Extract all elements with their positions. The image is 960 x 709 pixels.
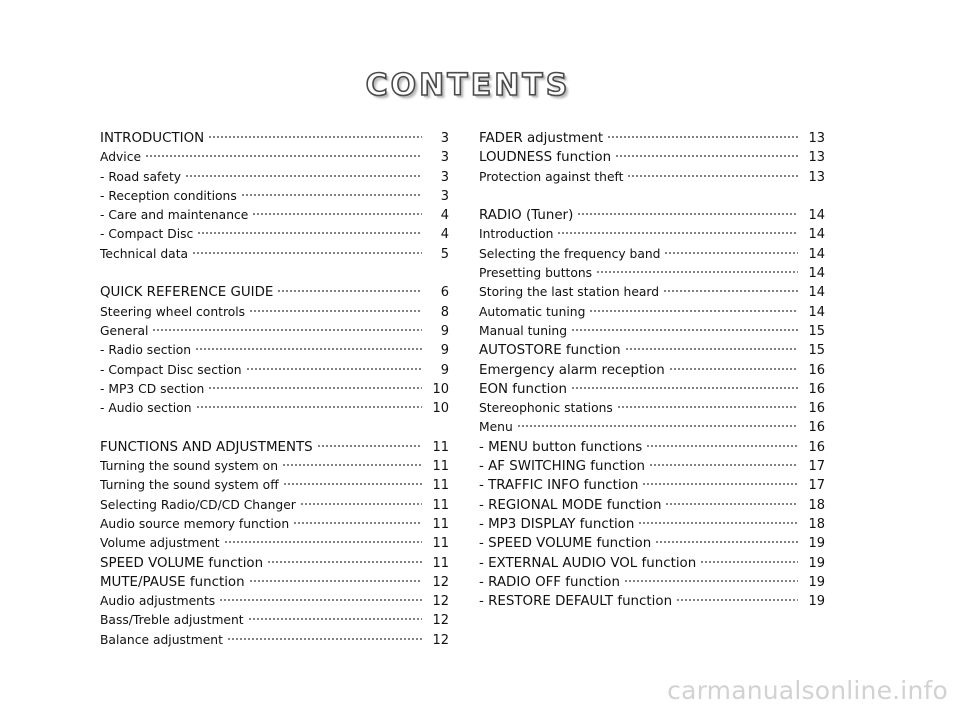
toc-entry[interactable] bbox=[479, 225, 825, 244]
toc-entry-page-number: 4 bbox=[440, 208, 449, 224]
dot-leader bbox=[224, 540, 422, 544]
toc-entry[interactable] bbox=[479, 573, 825, 592]
dot-leader bbox=[196, 405, 423, 409]
toc-entry-label: Manual tuning bbox=[479, 323, 568, 338]
toc-entry-label: Introduction bbox=[479, 227, 554, 242]
toc-entry-page-number: 10 bbox=[432, 401, 449, 417]
toc-entry-label: - Compact Disc section bbox=[100, 362, 242, 377]
toc-entry-page-number: 14 bbox=[808, 246, 825, 262]
toc-entry[interactable] bbox=[479, 515, 825, 534]
page-title: CONTENTS bbox=[365, 68, 571, 103]
toc-right-column bbox=[479, 129, 825, 611]
toc-entry[interactable] bbox=[100, 438, 449, 457]
dot-leader bbox=[192, 251, 422, 255]
toc-entry[interactable] bbox=[479, 554, 825, 573]
toc-entry-page-number: 16 bbox=[808, 401, 825, 417]
toc-entry[interactable] bbox=[479, 534, 825, 553]
toc-entry-label: Turning the sound system off bbox=[100, 478, 279, 493]
dot-leader bbox=[283, 482, 422, 486]
dot-leader bbox=[646, 444, 798, 448]
toc-entry[interactable] bbox=[479, 129, 825, 148]
dot-leader bbox=[596, 270, 798, 274]
toc-entry-page-number: 14 bbox=[808, 227, 825, 243]
toc-entry-label: INTRODUCTION bbox=[100, 131, 205, 146]
toc-entry-page-number: 16 bbox=[808, 381, 825, 397]
toc-entry-page-number: 12 bbox=[432, 632, 449, 648]
toc-entry-label: - Care and maintenance bbox=[100, 208, 249, 223]
toc-entry[interactable] bbox=[100, 380, 449, 399]
toc-entry[interactable] bbox=[100, 631, 449, 650]
toc-entry-label: FADER adjustment bbox=[479, 131, 604, 146]
toc-entry[interactable] bbox=[100, 611, 449, 630]
toc-entry-page-number: 6 bbox=[440, 285, 449, 301]
toc-entry[interactable] bbox=[100, 457, 449, 476]
toc-entry-label: Turning the sound system on bbox=[100, 459, 278, 474]
dot-leader bbox=[208, 386, 422, 390]
toc-entry[interactable] bbox=[479, 361, 825, 380]
dot-leader bbox=[571, 328, 798, 332]
toc-entry[interactable] bbox=[100, 554, 449, 573]
toc-entry-page-number: 10 bbox=[432, 381, 449, 397]
toc-entry-page-number: 19 bbox=[808, 555, 825, 571]
toc-entry-page-number: 3 bbox=[440, 150, 449, 166]
toc-entry-page-number: 11 bbox=[432, 497, 449, 513]
dot-leader bbox=[317, 444, 422, 448]
toc-entry[interactable] bbox=[479, 148, 825, 167]
toc-entry-page-number: 12 bbox=[432, 613, 449, 629]
toc-entry-page-number: 12 bbox=[432, 594, 449, 610]
dot-leader bbox=[282, 463, 422, 467]
toc-entry-page-number: 9 bbox=[440, 362, 449, 378]
dot-leader bbox=[664, 251, 798, 255]
toc-entry[interactable] bbox=[479, 283, 825, 302]
toc-entry-page-number: 16 bbox=[808, 439, 825, 455]
toc-entry-label: - MP3 CD section bbox=[100, 381, 205, 396]
toc-entry-page-number: 3 bbox=[440, 169, 449, 185]
dot-leader bbox=[577, 212, 798, 216]
dot-leader bbox=[246, 367, 422, 371]
toc-entry-page-number: 17 bbox=[808, 459, 825, 475]
toc-entry[interactable] bbox=[100, 225, 449, 244]
toc-entry-page-number: 3 bbox=[440, 131, 449, 146]
toc-entry[interactable] bbox=[479, 245, 825, 264]
toc-entry[interactable] bbox=[100, 322, 449, 341]
toc-entry-page-number: 11 bbox=[432, 536, 449, 552]
toc-entry[interactable] bbox=[479, 168, 825, 187]
dot-leader bbox=[642, 482, 798, 486]
toc-spacer bbox=[100, 418, 449, 437]
toc-spacer bbox=[100, 264, 449, 283]
toc-entry-label: - Radio section bbox=[100, 343, 192, 358]
toc-spacer bbox=[479, 187, 825, 206]
toc-entry-label: Presetting buttons bbox=[479, 266, 593, 281]
toc-entry-label: - MP3 DISPLAY function bbox=[479, 516, 635, 532]
toc-entry[interactable] bbox=[100, 303, 449, 322]
toc-entry-label: Balance adjustment bbox=[100, 632, 223, 647]
toc-entry-label: Bass/Treble adjustment bbox=[100, 613, 244, 628]
toc-entry-page-number: 19 bbox=[808, 574, 825, 590]
toc-entry-page-number: 12 bbox=[432, 574, 449, 590]
toc-entry-label: Stereophonic stations bbox=[479, 401, 613, 416]
toc-left-column bbox=[100, 129, 449, 650]
toc-entry[interactable] bbox=[100, 129, 449, 148]
dot-leader bbox=[227, 637, 422, 641]
toc-entry[interactable] bbox=[100, 245, 449, 264]
toc-entry-label: LOUDNESS function bbox=[479, 150, 612, 166]
toc-entry[interactable] bbox=[100, 283, 449, 302]
toc-entry-label: - REGIONAL MODE function bbox=[479, 497, 662, 513]
dot-leader bbox=[676, 598, 798, 602]
toc-entry-page-number: 5 bbox=[440, 246, 449, 262]
toc-entry-label: Selecting the frequency band bbox=[479, 246, 661, 261]
dot-leader bbox=[145, 154, 422, 158]
toc-entry[interactable] bbox=[100, 148, 449, 167]
dot-leader bbox=[248, 617, 422, 621]
dot-leader bbox=[249, 309, 422, 313]
toc-entry-label: - Compact Disc bbox=[100, 227, 194, 242]
toc-entry[interactable] bbox=[479, 457, 825, 476]
dot-leader bbox=[557, 231, 798, 235]
toc-entry[interactable] bbox=[100, 573, 449, 592]
dot-leader bbox=[197, 231, 422, 235]
toc-entry-page-number: 15 bbox=[808, 343, 825, 359]
toc-entry[interactable] bbox=[479, 438, 825, 457]
toc-entry-page-number: 18 bbox=[808, 516, 825, 532]
toc-entry-label: Audio source memory function bbox=[100, 516, 290, 531]
toc-entry[interactable] bbox=[479, 206, 825, 225]
toc-entry-label: - Reception conditions bbox=[100, 188, 237, 203]
dot-leader bbox=[517, 424, 798, 428]
toc-entry[interactable] bbox=[100, 361, 449, 380]
dot-leader bbox=[219, 598, 422, 602]
toc-entry-page-number: 14 bbox=[808, 266, 825, 282]
toc-entry-label: Steering wheel controls bbox=[100, 304, 246, 319]
dot-leader bbox=[700, 560, 798, 564]
toc-entry-page-number: 11 bbox=[432, 516, 449, 532]
toc-entry[interactable] bbox=[100, 534, 449, 553]
dot-leader bbox=[277, 289, 422, 293]
toc-entry-label: Advice bbox=[100, 150, 142, 165]
toc-entry-page-number: 15 bbox=[808, 323, 825, 339]
toc-entry[interactable] bbox=[479, 496, 825, 515]
toc-entry[interactable] bbox=[100, 187, 449, 206]
toc-entry-page-number: 13 bbox=[808, 169, 825, 185]
dot-leader bbox=[617, 405, 798, 409]
toc-entry-page-number: 14 bbox=[808, 304, 825, 320]
toc-entry[interactable] bbox=[479, 592, 825, 611]
toc-entry[interactable] bbox=[100, 168, 449, 187]
toc-entry-page-number: 16 bbox=[808, 362, 825, 378]
toc-entry-page-number: 9 bbox=[440, 323, 449, 339]
toc-entry-label: Emergency alarm reception bbox=[479, 362, 665, 378]
toc-entry[interactable] bbox=[100, 341, 449, 360]
toc-entry-label: - MENU button functions bbox=[479, 439, 643, 455]
dot-leader bbox=[241, 193, 422, 197]
toc-entry-label: - Road safety bbox=[100, 169, 182, 184]
toc-entry-page-number: 17 bbox=[808, 478, 825, 494]
toc-entry-label: FUNCTIONS AND ADJUSTMENTS bbox=[100, 439, 313, 455]
toc-entry-label: Automatic tuning bbox=[479, 304, 586, 319]
toc-entry-label: Volume adjustment bbox=[100, 536, 220, 551]
toc-entry-label: Audio adjustments bbox=[100, 594, 216, 609]
toc-entry[interactable] bbox=[479, 380, 825, 399]
dot-leader bbox=[625, 347, 798, 351]
dot-leader bbox=[607, 135, 798, 139]
toc-entry[interactable] bbox=[100, 496, 449, 515]
toc-entry[interactable] bbox=[479, 418, 825, 437]
dot-leader bbox=[663, 289, 798, 293]
toc-entry-label: SPEED VOLUME function bbox=[100, 555, 264, 571]
dot-leader bbox=[638, 521, 798, 525]
toc-entry-label: AUTOSTORE function bbox=[479, 343, 621, 359]
toc-entry-page-number: 8 bbox=[440, 304, 449, 320]
toc-entry-page-number: 13 bbox=[808, 131, 825, 146]
dot-leader bbox=[665, 502, 798, 506]
toc-entry-page-number: 11 bbox=[432, 459, 449, 475]
toc-entry-page-number: 14 bbox=[808, 285, 825, 301]
toc-entry-page-number: 14 bbox=[808, 208, 825, 224]
dot-leader bbox=[615, 154, 798, 158]
toc-entry[interactable] bbox=[479, 476, 825, 495]
toc-entry-label: MUTE/PAUSE function bbox=[100, 574, 245, 590]
dot-leader bbox=[152, 328, 422, 332]
toc-entry[interactable] bbox=[100, 399, 449, 418]
toc-entry-label: Selecting Radio/CD/CD Changer bbox=[100, 497, 296, 512]
toc-entry-label: - Audio section bbox=[100, 401, 192, 416]
toc-entry-page-number: 19 bbox=[808, 536, 825, 552]
toc-entry[interactable] bbox=[100, 515, 449, 534]
toc-entry[interactable] bbox=[479, 303, 825, 322]
toc-entry[interactable] bbox=[479, 322, 825, 341]
toc-entry[interactable] bbox=[100, 476, 449, 495]
toc-entry-label: RADIO (Tuner) bbox=[479, 208, 574, 224]
dot-leader bbox=[185, 174, 422, 178]
toc-entry-page-number: 3 bbox=[440, 188, 449, 204]
toc-entry-page-number: 9 bbox=[440, 343, 449, 359]
dot-leader bbox=[249, 579, 422, 583]
toc-entry-page-number: 18 bbox=[808, 497, 825, 513]
toc-entry-page-number: 4 bbox=[440, 227, 449, 243]
toc-entry-label: - RESTORE DEFAULT function bbox=[479, 594, 673, 610]
toc-entry-label: Protection against theft bbox=[479, 169, 624, 184]
toc-entry-page-number: 11 bbox=[432, 478, 449, 494]
toc-entry-label: - AF SWITCHING function bbox=[479, 459, 646, 475]
toc-entry[interactable] bbox=[479, 341, 825, 360]
toc-entry-label: Technical data bbox=[100, 246, 189, 261]
dot-leader bbox=[571, 386, 798, 390]
toc-entry-page-number: 11 bbox=[432, 439, 449, 455]
dot-leader bbox=[208, 135, 422, 139]
toc-entry-page-number: 16 bbox=[808, 420, 825, 436]
toc-entry-page-number: 19 bbox=[808, 594, 825, 610]
toc-entry-label: - TRAFFIC INFO function bbox=[479, 478, 639, 494]
toc-entry-label: QUICK REFERENCE GUIDE bbox=[100, 285, 274, 301]
toc-entry-page-number: 13 bbox=[808, 150, 825, 166]
dot-leader bbox=[649, 463, 798, 467]
dot-leader bbox=[627, 174, 798, 178]
dot-leader bbox=[195, 347, 422, 351]
toc-entry-label: Menu bbox=[479, 420, 513, 435]
dot-leader bbox=[252, 212, 422, 216]
toc-entry-page-number: 11 bbox=[432, 555, 449, 571]
toc-entry[interactable] bbox=[479, 399, 825, 418]
toc-entry[interactable] bbox=[100, 592, 449, 611]
toc-entry-label: - SPEED VOLUME function bbox=[479, 536, 652, 552]
watermark-text: carmanualsonline.info bbox=[667, 676, 948, 705]
dot-leader bbox=[300, 502, 422, 506]
dot-leader bbox=[624, 579, 798, 583]
dot-leader bbox=[655, 540, 798, 544]
toc-entry-label: Storing the last station heard bbox=[479, 285, 660, 300]
toc-entry[interactable] bbox=[479, 264, 825, 283]
toc-entry[interactable] bbox=[100, 206, 449, 225]
dot-leader bbox=[669, 367, 798, 371]
dot-leader bbox=[267, 560, 422, 564]
toc-entry-label: - EXTERNAL AUDIO VOL function bbox=[479, 555, 697, 571]
toc-entry-label: EON function bbox=[479, 381, 567, 397]
toc-entry-label: General bbox=[100, 323, 149, 338]
toc-entry-label: - RADIO OFF function bbox=[479, 574, 620, 590]
dot-leader bbox=[293, 521, 422, 525]
dot-leader bbox=[589, 309, 798, 313]
